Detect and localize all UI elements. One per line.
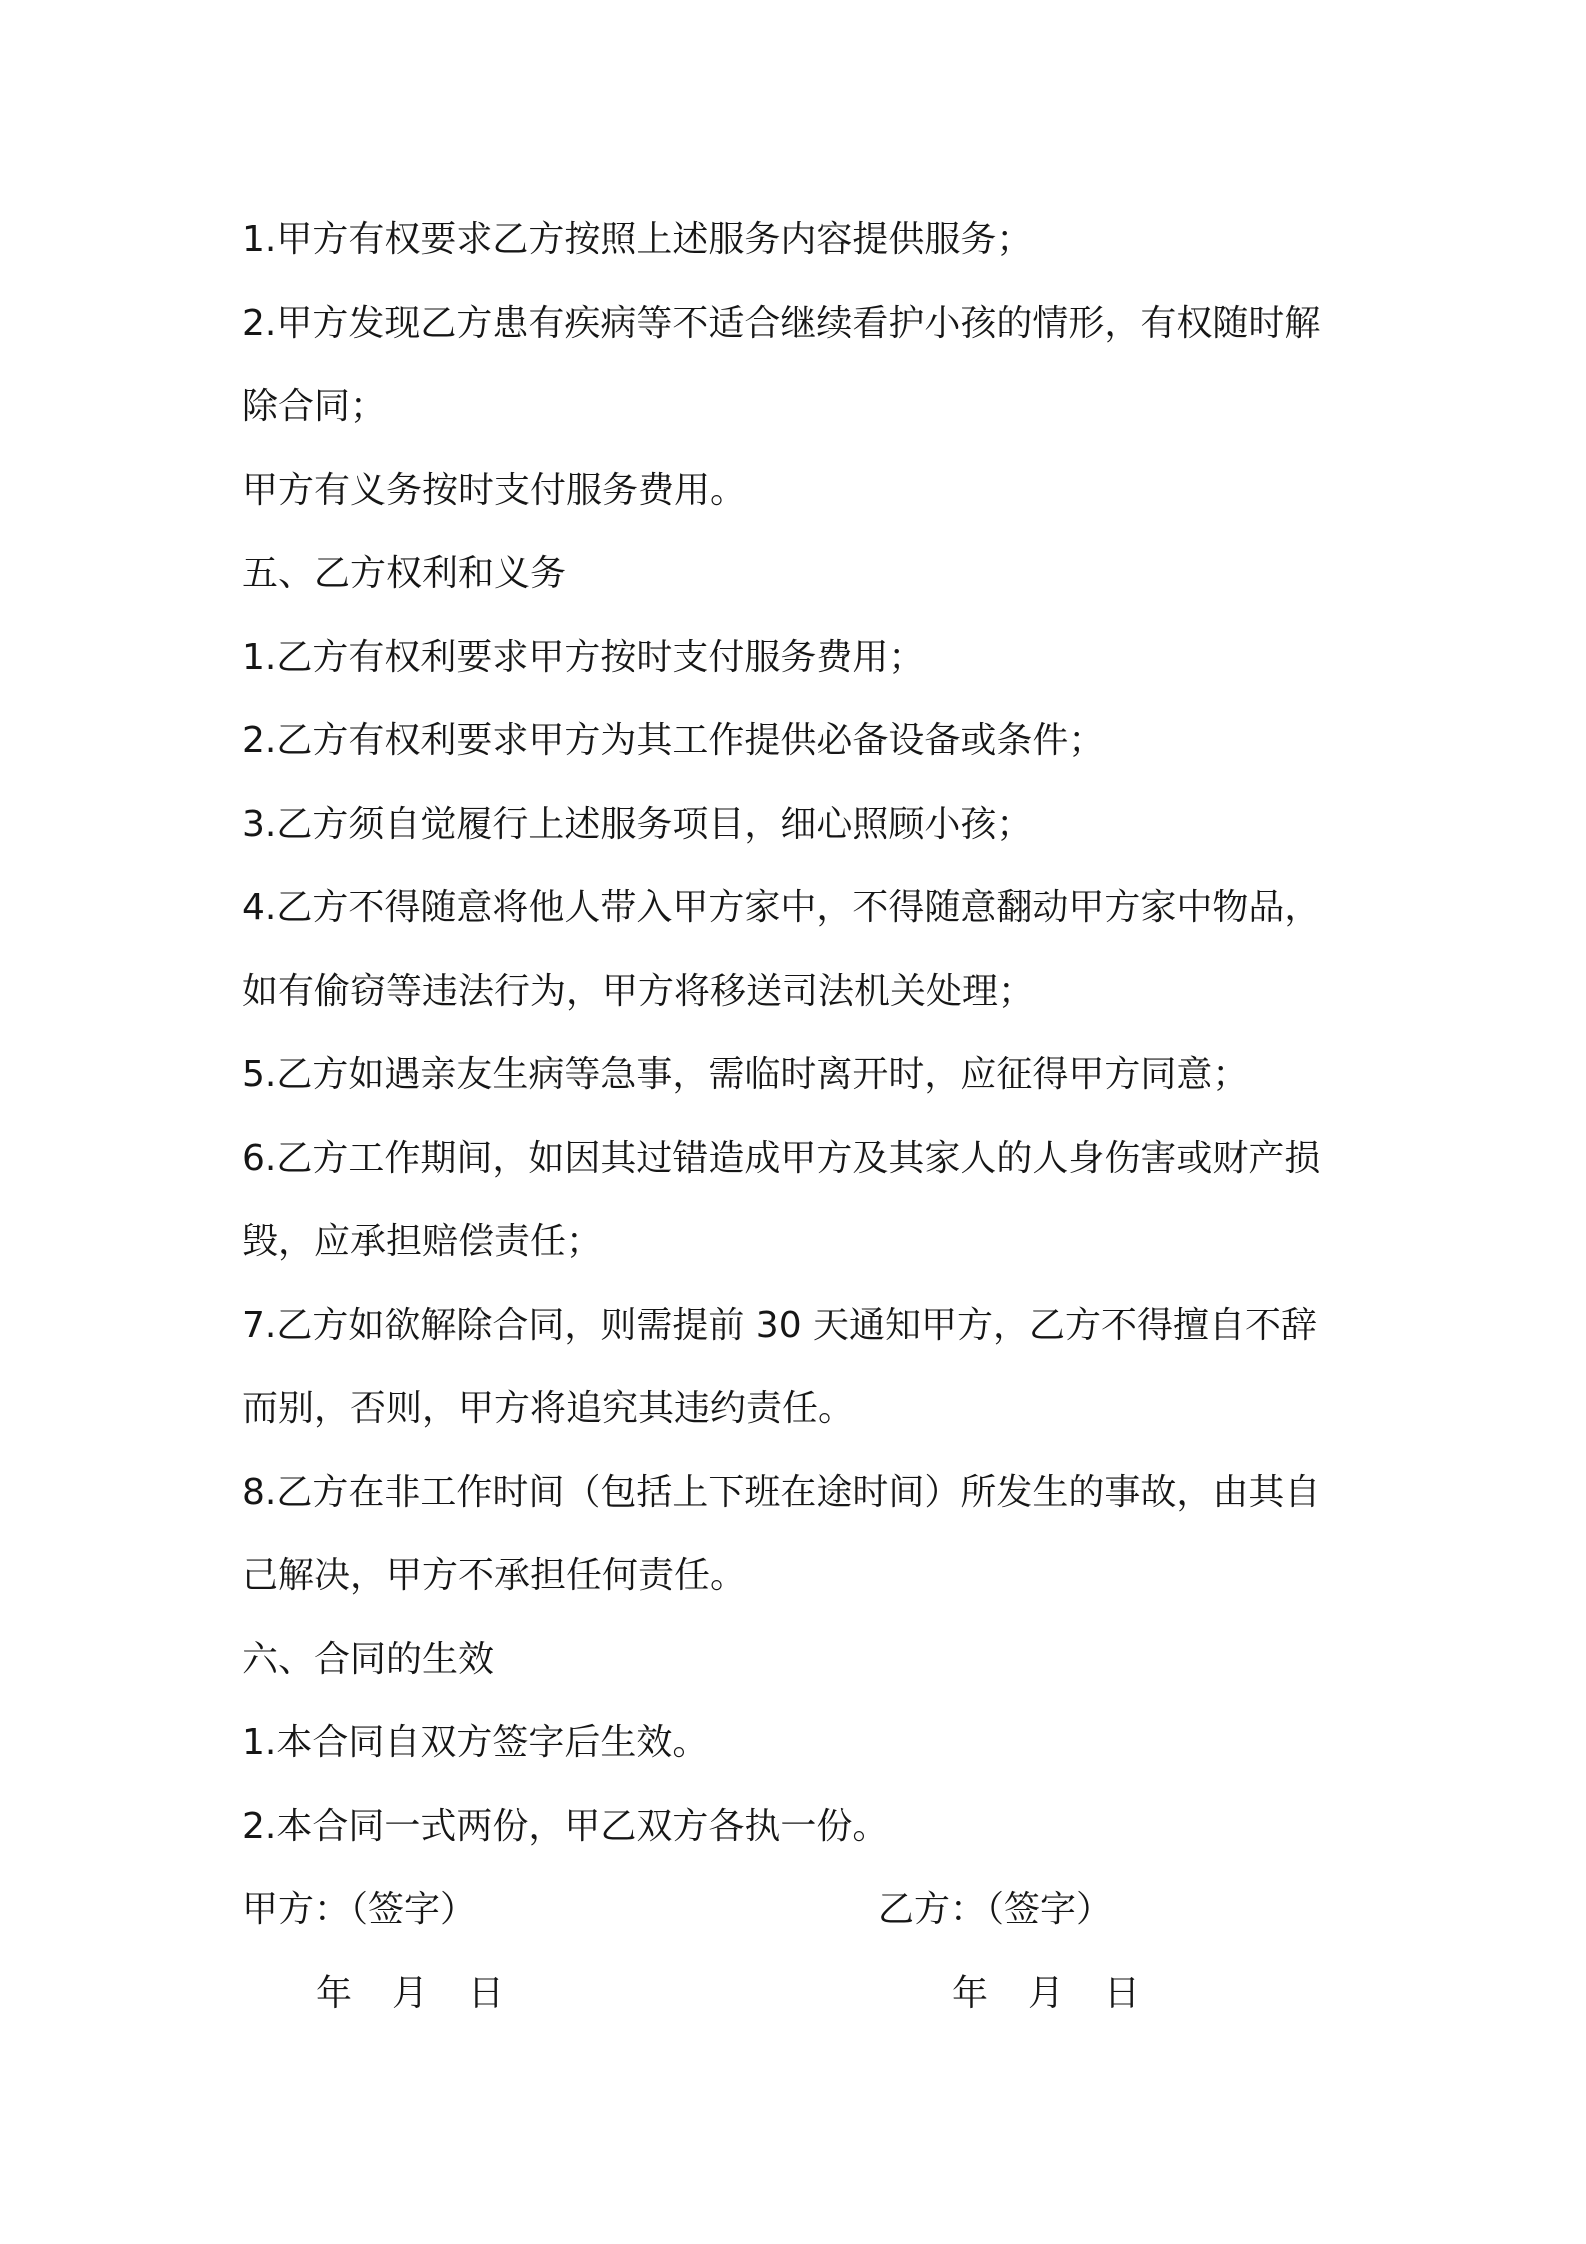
clause-line: 1.本合同自双方签字后生效。 — [242, 1722, 709, 1763]
clause-line: 1.乙方有权利要求甲方按时支付服务费用； — [242, 636, 925, 678]
section-heading: 六、合同的生效 — [242, 1638, 495, 1680]
party-b-signature-label: 乙方：（签字） — [878, 1889, 1113, 1930]
clause-line: 8.乙方在非工作时间（包括上下班在途时间）所发生的事故，由其自 — [242, 1471, 1321, 1513]
party-a-signature-label: 甲方：（签字） — [242, 1889, 477, 1930]
clause-line: 1.甲方有权要求乙方按照上述服务内容提供服务； — [242, 219, 1033, 260]
day-label: 日 — [468, 1972, 505, 2014]
clause-line: 5.乙方如遇亲友生病等急事，需临时离开时，应征得甲方同意； — [242, 1054, 1249, 1095]
clause-line: 3.乙方须自觉履行上述服务项目，细心照顾小孩； — [242, 803, 1033, 845]
clause-line: 2.甲方发现乙方患有疾病等不适合继续看护小孩的情形，有权随时解 — [242, 302, 1321, 344]
year-label: 年 — [316, 1972, 353, 2014]
clause-line: 己解决，甲方不承担任何责任。 — [242, 1555, 747, 1596]
clause-line: 如有偷窃等违法行为，甲方将移送司法机关处理； — [242, 970, 1035, 1012]
clause-line: 毁，应承担赔偿责任； — [242, 1221, 603, 1262]
clause-line: 2.本合同一式两份，甲乙双方各执一份。 — [242, 1805, 889, 1847]
section-heading: 五、乙方权利和义务 — [242, 553, 567, 594]
year-label: 年 — [952, 1972, 989, 2014]
clause-line: 4.乙方不得随意将他人带入甲方家中，不得随意翻动甲方家中物品， — [242, 887, 1321, 928]
clause-line: 而别，否则，甲方将追究其违约责任。 — [242, 1388, 855, 1429]
party-b-date — [878, 1952, 1180, 2036]
clause-line: 7.乙方如欲解除合同，则需提前 30 天通知甲方，乙方不得擅自不辞 — [242, 1304, 1318, 1346]
day-label: 日 — [1104, 1972, 1141, 2014]
signature-row — [242, 1868, 1352, 1952]
document-body — [242, 198, 1352, 2035]
clause-line: 2.乙方有权利要求甲方为其工作提供必备设备或条件； — [242, 720, 1105, 761]
month-label: 月 — [392, 1972, 429, 2014]
date-row — [242, 1952, 1352, 2036]
clause-line: 甲方有义务按时支付服务费用。 — [242, 469, 747, 511]
clause-line: 除合同； — [242, 386, 387, 427]
clause-line: 6.乙方工作期间，如因其过错造成甲方及其家人的人身伤害或财产损 — [242, 1137, 1321, 1179]
month-label: 月 — [1028, 1972, 1065, 2014]
party-a-date — [242, 1952, 878, 2036]
